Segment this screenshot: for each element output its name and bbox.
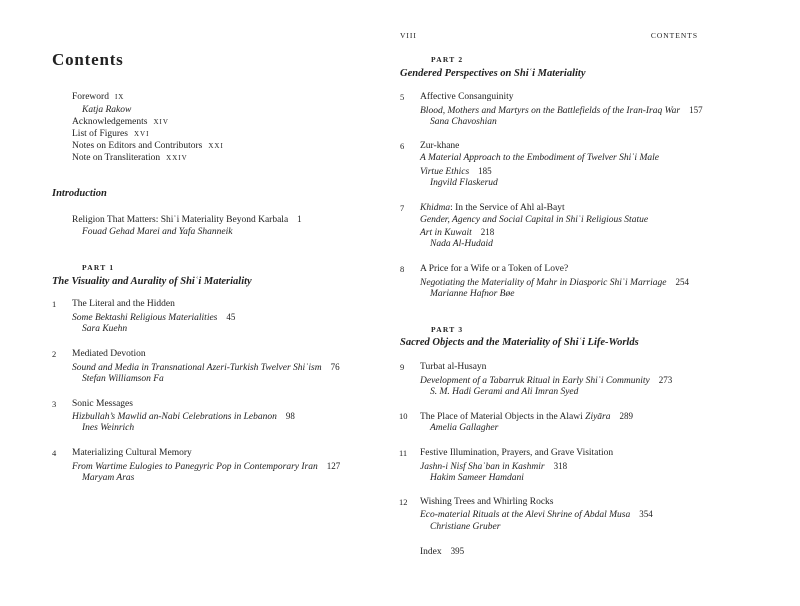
chapter-title: Festive Illumination, Prayers, and Grave Visitation	[420, 448, 614, 458]
page-number: 185	[478, 166, 492, 176]
entry-title: Notes on Editors and Contributors	[72, 141, 203, 151]
page-number: 45	[226, 312, 236, 322]
chapter-number: 1	[52, 299, 57, 309]
chapter-subtitle: Eco-material Rituals at the Alevi Shrine of Abdal Musa	[420, 510, 631, 520]
front-matter-note-on-transliteration	[72, 152, 188, 164]
front-matter-list-of-figures	[72, 128, 149, 140]
page-number: 157	[689, 105, 703, 115]
chapter-title: Wishing Trees and Whirling Rocks	[420, 497, 554, 507]
chapter-subtitle: Jashn-i Nisf Shaʿban in Kashmir	[420, 462, 545, 472]
front-matter-acknowledgements	[72, 116, 169, 128]
running-head: CONTENTS	[650, 31, 698, 40]
chapter-subtitle: Virtue Ethics	[420, 167, 470, 177]
chapter-author: S. M. Hadi Gerami and Ali Imran Syed	[430, 387, 579, 397]
entry-author: Fouad Gehad Marei and Yafa Shanneik	[82, 227, 233, 237]
page-number: XVI	[133, 130, 150, 138]
chapter-author: Maryam Aras	[82, 473, 135, 483]
page-number: IX	[114, 93, 125, 101]
chapter-subtitle: Sound and Media in Transnational Azeri-Turkish Twelver Shiʿism	[72, 363, 322, 373]
part-title: Sacred Objects and the Materiality of Shiʿi Life-Worlds	[400, 337, 639, 348]
page-number: 395	[450, 546, 465, 556]
chapter-author: Marianne Hafnor Bøe	[430, 289, 515, 299]
chapter-title: Turbat al-Husayn	[420, 362, 487, 372]
section-heading-introduction: Introduction	[52, 188, 107, 199]
chapter-title: Zur-khane	[420, 141, 460, 151]
chapter-title: Sonic Messages	[72, 399, 133, 409]
chapter-number: 8	[400, 264, 405, 274]
chapter-subtitle: Some Bektashi Religious Materialities	[72, 313, 218, 323]
chapter-number: 6	[400, 141, 405, 151]
entry-title: Religion That Matters: Shiʿi Materiality Beyond Karbala	[72, 215, 289, 225]
chapter-title: A Price for a Wife or a Token of Love?	[420, 264, 569, 274]
chapter-subtitle: Blood, Mothers and Martyrs on the Battlefields of the Iran-Iraq War	[420, 106, 681, 116]
page-number: XIV	[153, 118, 169, 126]
chapter-number: 7	[400, 203, 405, 213]
page-number: 254	[675, 277, 689, 287]
entry-title: List of Figures	[72, 129, 128, 139]
page-number: 218	[480, 227, 495, 237]
entry-author: Katja Rakow	[82, 105, 132, 115]
chapter-author: Christiane Gruber	[430, 522, 501, 532]
entry-title: Foreword	[72, 92, 109, 102]
chapter-title: The Literal and the Hidden	[72, 299, 175, 309]
chapter-subtitle: A Material Approach to the Embodiment of Twelver Shiʿi Male	[420, 153, 659, 163]
page-number: 318	[553, 461, 568, 471]
page-number: 98	[285, 411, 295, 421]
chapter-title	[420, 202, 565, 214]
chapter-subtitle: Development of a Tabarruk Ritual in Early Shiʿi Community	[420, 376, 650, 386]
chapter-title-text: The Place of Material Objects in the Alawi	[420, 412, 586, 422]
entry-title: Acknowledgements	[72, 117, 148, 127]
part-label: PART 3	[431, 325, 464, 334]
page-number: XXI	[208, 142, 224, 150]
entry-title: Note on Transliteration	[72, 153, 161, 163]
page-number: 289	[619, 411, 633, 421]
chapter-number: 2	[52, 349, 57, 359]
page-number: XXIV	[166, 154, 188, 162]
chapter-number: 10	[399, 411, 408, 421]
chapter-author: Ingvild Flaskerud	[430, 178, 498, 188]
chapter-number: 12	[399, 497, 408, 507]
chapter-number: 3	[52, 399, 57, 409]
chapter-author: Nada Al-Hudaid	[430, 239, 493, 249]
page-number: 1	[297, 214, 302, 224]
chapter-number: 5	[400, 92, 405, 102]
chapter-title-emphasis: Ziyāra	[585, 412, 611, 422]
chapter-title-text: : In the Service of Ahl al-Bayt	[450, 203, 565, 213]
chapter-subtitle: Gender, Agency and Social Capital in Shiʿi Religious Statue	[420, 215, 649, 225]
part-title: The Visuality and Aurality of Shiʿi Materiality	[52, 276, 252, 287]
chapter-author: Stefan Williamson Fa	[82, 374, 164, 384]
part-label: PART 1	[82, 263, 115, 272]
page-number: 76	[330, 362, 340, 372]
entry-title: Index	[420, 547, 442, 557]
chapter-number: 4	[52, 448, 57, 458]
chapter-subtitle: Art in Kuwait	[420, 228, 472, 238]
chapter-title: Affective Consanguinity	[420, 92, 514, 102]
chapter-author: Sana Chavoshian	[430, 117, 497, 127]
part-title: Gendered Perspectives on Shiʿi Materiality	[400, 68, 586, 79]
introduction-entry	[72, 213, 302, 226]
chapter-title-emphasis: Khidma	[420, 203, 451, 213]
chapter-title: Materializing Cultural Memory	[72, 448, 192, 458]
chapter-subtitle: From Wartime Eulogies to Panegyric Pop in Contemporary Iran	[72, 462, 318, 472]
part-label: PART 2	[431, 55, 464, 64]
chapter-title: Mediated Devotion	[72, 349, 146, 359]
chapter-author: Hakim Sameer Hamdani	[430, 473, 524, 483]
chapter-author: Amelia Gallagher	[430, 423, 499, 433]
chapter-subtitle: Hizbullah’s Mawlid an-Nabi Celebrations in Lebanon	[72, 412, 277, 422]
chapter-number: 11	[399, 448, 408, 458]
chapter-subtitle-line	[420, 508, 653, 521]
chapter-number: 9	[400, 362, 405, 372]
front-matter-notes-on-editors	[72, 140, 224, 152]
page-number: 127	[326, 461, 341, 471]
chapter-subtitle: Negotiating the Materiality of Mahr in Diasporic Shiʿi Marriage	[420, 278, 667, 288]
page-title: Contents	[52, 50, 124, 69]
chapter-author: Ines Weinrich	[82, 423, 135, 433]
page-number: 354	[639, 509, 653, 519]
folio: VIII	[400, 31, 417, 40]
chapter-author: Sara Kuehn	[82, 324, 128, 334]
index-entry	[420, 545, 464, 558]
front-matter-foreword	[72, 91, 124, 103]
page-number: 273	[658, 375, 673, 385]
